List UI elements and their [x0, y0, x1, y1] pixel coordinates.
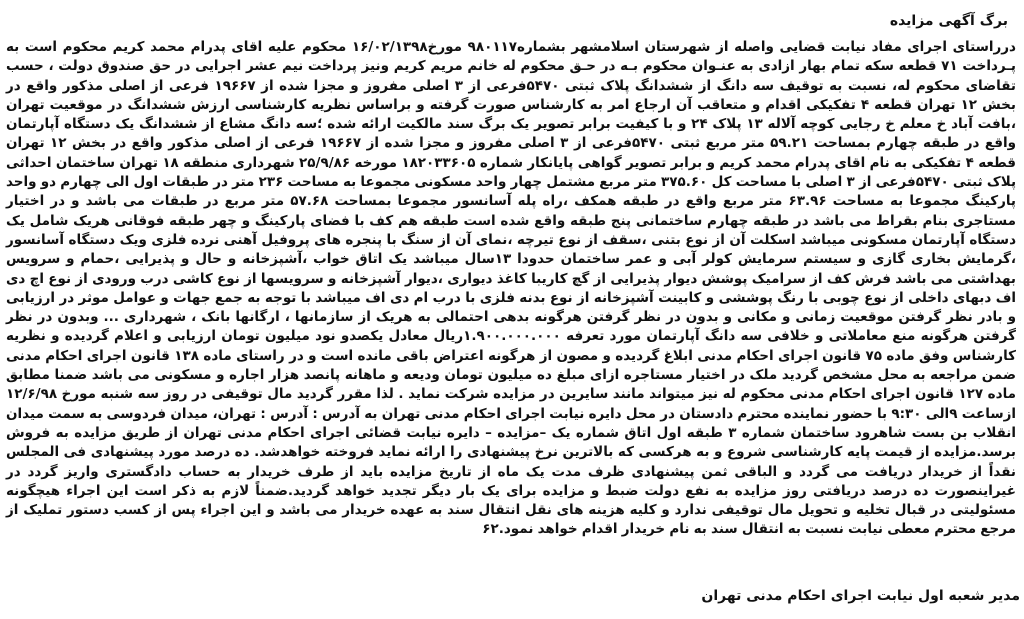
notice-body: درراستای اجرای مفاد نیابت قضایی واصله از شهرستان اسلامشهر بشماره۹۸۰۱۱۷ مورخ۱۶/۰۲/۱۳۹۸ محکوم علیه اقای پدرام محمد کریم محکوم است به پـرداخت ۷۱ قطعه سکه تمام بهار ازادی به عنـوان محکوم بـه در حـق محکوم له خانم مریم کریم ونیز پرداخت نیم عشر اجرایی در حق صندوق دولت ، حسب تقاضای محکوم له، نسبت به توقیف سه دانگ از ششدانگ پلاک ثبتی ۵۴۷۰فرعی از ۳ اصلی مفروز و مجزا شده از ۱۹۶۶۷ فرعی از اصلی مذکور واقع در بخش ۱۲ تهران قطعه ۴ تفکیکی اقدام و متعاقب آن ارجاع امر به کارشناس صورت گرفته و براساس نظریه کارشناسی ارزش ششدانگ در موقعیت تهران ،بافت آباد خ معلم خ رجایی کوچه آلاله ۱۳ پلاک ۲۴ و با کیفیت برابر تصویر یک برگ سند مالکیت ارائه شده ؛سه دانگ مشاع از ششدانگ یک دستگاه آپارتمان واقع در طبقه چهارم بمساحت ۵۹.۲۱ متر مربع ثبتی ۵۴۷۰فرعی از ۳ اصلی مفروز و مجزا شده از ۱۹۶۶۷ فرعی از اصلی مذکور واقع در بخش ۱۲ تهران قطعه ۴ تفکیکی به نام اقای پدرام محمد کریم و برابر تصویر گواهی پایانکار شماره ۱۸۲۰۳۳۶۰۵ مورخه ۲۵/۹/۸۶ شهرداری منطقه ۱۸ تهران ساختمان احداثی پلاک ثبتی ۵۴۷۰فرعی از ۳ اصلی با مساحت کل ۳۷۵.۶۰ متر مربع مشتمل چهار واحد مسکونی مجموعا به مساحت ۲۳۶ متر در طبقات اول الی چهارم دو واحد پارکینگ مجموعا به مساحت ۶۳.۹۶ متر مربع واقع در طبقه همکف ،راه پله آسانسور مجموعا بمساحت ۵۷.۶۸ متر مربع در طبقات می باشد و در اختیار مستاجری بنام بقراط می باشد در طبقه چهارم ساختمانی پنج طبقه واقع شده است طبقه هم کف با فضای پارکینگ و چهر طبقه فوقانی هریک شامل یک دستگاه آپارتمان مسکونی میباشد اسکلت آن از نوع بتنی ،سقف از نوع تیرچه ،نمای آن از سنگ با پنجره های پروفیل آهنی نرده فلزی ویک دستگاه آسانسور ،گرمایش بخاری گازی و سیستم سرمایش کولر آبی و عمر ساختمان حدودا ۱۳سال میباشد یک اتاق خواب ،آشپزخانه و حال و پذیرایی ،حمام و سرویس بهداشتی می باشد فرش کف از سرامیک پوشش دیوار پذیرایی از گچ کاریبا کاغذ دیواری ،دیوار آشپزخانه و سرویسها از نوع کاشی درب ورودی از نوع اچ دی اف دبهای داخلی از نوع چوبی با رنگ پوششی و کابینت آشپزخانه از نوع بدنه فلزی با درب ام دی اف میباشد با توجه به جمع جهات و عوامل موثر در ارزیابی و بادر نظر گرفتن موقعیت زمانی و مکانی و بدون در نظر گرفتن هرگونه بدهی احتمالی به هریک از سازمانها ، ارگانها بانک ، شهرداری ... وبدون در نظر گرفتن هرگونه منع معاملاتی و خلافی سه دانگ آپارتمان مورد تعرفه ۱.۹۰۰.۰۰۰.۰۰۰ریال معادل یکصدو نود میلیون تومان ارزیابی و اعلام گردیده و نظریه کارشناس وفق ماده ۷۵ قانون اجرای احکام مدنی ابلاغ گردیده و مصون از هرگونه اعتراض باقی مانده است و در راستای ماده ۱۳۸ قانون اجرای احکام مدنی ضمن مراجعه به محل مشخص گردید ملک در اختیار مستاجره ازای مبلغ ده میلیون تومان ودیعه و ماهانه پانصد هزار اجاره و مسکونی می باشد ضمنا مطابق ماده ۱۲۷ قانون اجرای احکام مدنی محکوم له نیز میتواند مانند سایرین در مزایده شرکت نماید . لذا مقرر گردید مال توقیفی در روز سه شنبه مورخ ۱۲/۶/۹۸ ازساعت ۹الی ۹:۳۰ با حضور نماینده محترم دادستان در محل دایره نیابت اجرای احکام مدنی تهران به آدرس : آدرس : تهران، میدان فردوسی به سمت میدان انقلاب بن بست شاهرود ساختمان شماره ۳ طبقه اول اتاق شماره یک –مزایده – دایره نیابت قضائی اجرای احکام مدنی تهران از طریق مزایده به فروش برسد.مزایده از قیمت پایه کارشناسی شروع و به هرکسی که بالاترین نرخ پیشنهادی را ارائه نماید فروخته خواهدشد. ده درصد مورد پیشنهادی فی المجلس نقداً از خریدار دریافت می گردد و الباقی ثمن پیشنهادی ظرف مدت یک ماه از تاریخ مزایده باید از طرف خریدار به حساب دادگستری واریز گردد در غیراینصورت ده درصد دریافتی روز مزایده به نفع دولت ضبط و مزایده برای یک بار دیگر تجدید خواهد گردید.ضمناً لازم به ذکر است این اجراء هیچگونه مسئولیتی در قبال تخلیه و تحویل مال توقیفی ندارد و کلیه هزینه های نقل انتقال سند به عهده خریدار می باشد و این اجراء پس از کسب دستور تملیک از مرجع محترم معطی نیابت نسبت به انتقال سند به نام خریدار اقدام خواهد نمود.۶۲ [6, 39, 1017, 538]
notice-title: برگ آگهی مزایده [889, 13, 1008, 29]
auction-notice [6, 6, 1016, 540]
notice-signature: مدیر شعبه اول نیابت اجرای احکام مدنی تهران [701, 588, 1020, 604]
